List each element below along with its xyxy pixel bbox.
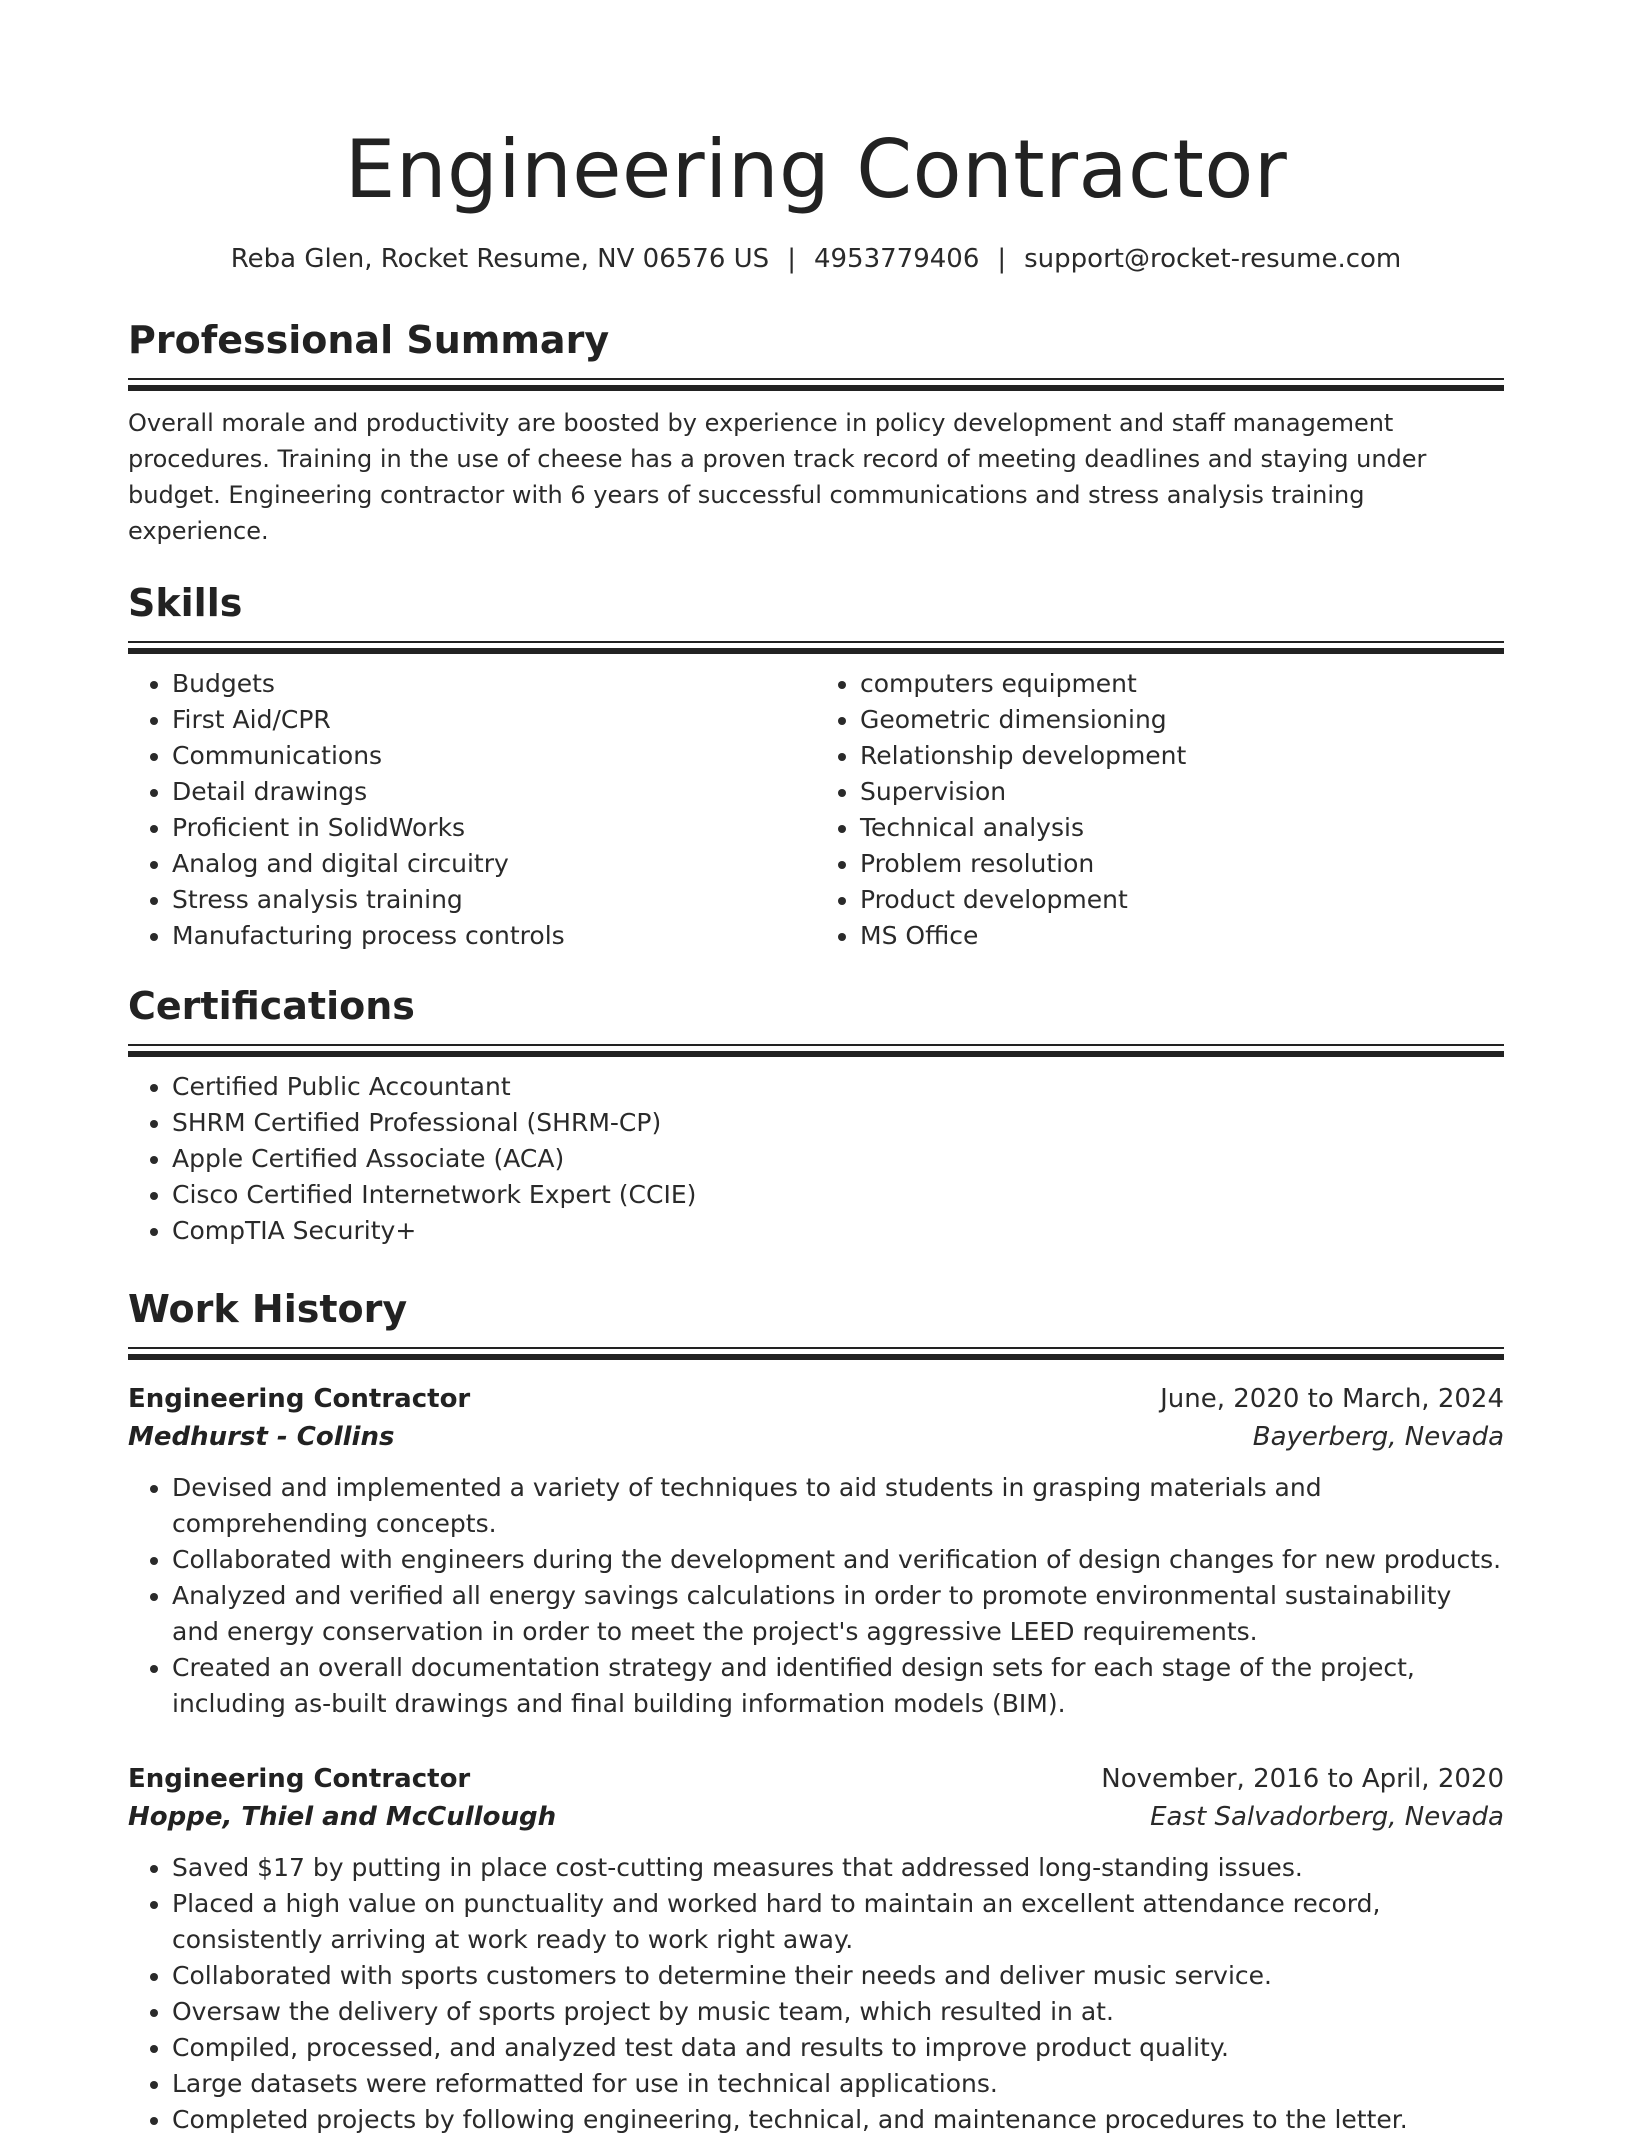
job-company-row <box>128 1798 1504 1836</box>
job-bullet: • Placed a high value on punctuality and worked hard to maintain an excellent attendance record, consistently arriving at work ready to work right away. <box>172 1886 1504 1958</box>
skill-item: • Communications <box>172 738 816 774</box>
job-dates: November, 2016 to April, 2020 <box>1101 1764 1504 1794</box>
skill-item: • Geometric dimensioning <box>860 702 1504 738</box>
job-title: Engineering Contractor <box>128 1764 471 1794</box>
job-bullet: • Compiled, processed, and analyzed test data and results to improve product quality. <box>172 2030 1504 2066</box>
section-divider <box>128 1044 1504 1046</box>
skill-item: • Problem resolution <box>860 846 1504 882</box>
contact-line <box>128 242 1504 276</box>
skill-item: • MS Office <box>860 918 1504 954</box>
job-location: Bayerberg, Nevada <box>1252 1422 1504 1452</box>
summary-text: Overall morale and productivity are boosted by experience in policy development and staff management procedures. Training in the use of cheese has a proven track record of meeting deadlines and staying under budget. Engineering contractor with 6 years of successful communications and stress analysis training experience. <box>128 409 1427 545</box>
job-company: Hoppe, Thiel and McCullough <box>128 1802 557 1832</box>
job-dates: June, 2020 to March, 2024 <box>1160 1384 1504 1414</box>
certification-item: • SHRM Certified Professional (SHRM-CP) <box>172 1105 1504 1141</box>
skills-grid <box>128 654 1504 954</box>
contact-address: Reba Glen, Rocket Resume, NV 06576 US <box>230 244 770 274</box>
job-bullet: • Completed projects by following engineering, technical, and maintenance procedures to the letter. <box>172 2102 1504 2138</box>
skill-item: • Proficient in SolidWorks <box>172 810 816 846</box>
job-entry <box>128 1760 1504 2138</box>
contact-phone: 4953779406 <box>813 244 980 274</box>
certification-item: • CompTIA Security+ <box>172 1213 1504 1249</box>
section-title-work-history: Work History <box>128 1287 408 1331</box>
job-entry <box>128 1380 1504 1722</box>
job-bullet: • Created an overall documentation strategy and identified design sets for each stage of the project, including as-built drawings and final building information models (BIM). <box>172 1650 1504 1722</box>
section-divider-thick <box>128 1354 1504 1360</box>
skills-section <box>128 579 1504 954</box>
section-divider-thick <box>128 385 1504 391</box>
skill-item: • Manufacturing process controls <box>172 918 816 954</box>
resume-name: Engineering Contractor <box>344 123 1288 216</box>
skill-item: • Relationship development <box>860 738 1504 774</box>
contact-email: support@rocket-resume.com <box>1024 244 1402 274</box>
job-title: Engineering Contractor <box>128 1384 471 1414</box>
job-location: East Salvadorberg, Nevada <box>1150 1802 1504 1832</box>
section-title-skills: Skills <box>128 581 243 625</box>
section-title-certifications: Certifications <box>128 984 415 1028</box>
job-bullet: • Devised and implemented a variety of techniques to aid students in grasping materials and comprehending concepts. <box>172 1470 1504 1542</box>
job-bullet: • Large datasets were reformatted for use in technical applications. <box>172 2066 1504 2102</box>
section-divider-thick <box>128 1051 1504 1057</box>
skill-item: • Analog and digital circuitry <box>172 846 816 882</box>
skill-item: • Product development <box>860 882 1504 918</box>
skill-item: • Technical analysis <box>860 810 1504 846</box>
certifications-section <box>128 982 1504 1249</box>
job-bullet: • Oversaw the delivery of sports project by music team, which resulted in at. <box>172 1994 1504 2030</box>
job-bullet: • Saved $17 by putting in place cost-cutting measures that addressed long-standing issues. <box>172 1850 1504 1886</box>
jobs-container <box>128 1380 1504 2138</box>
job-bullet: • Analyzed and verified all energy savings calculations in order to promote environmental sustainability and energy conservation in order to meet the project's aggressive LEED requirements. <box>172 1578 1504 1650</box>
certifications-list <box>128 1069 1504 1249</box>
skill-item: • Stress analysis training <box>172 882 816 918</box>
job-bullet: • Collaborated with engineers during the development and verification of design changes for new products. <box>172 1542 1504 1578</box>
skills-list-right <box>816 666 1504 954</box>
contact-separator: | <box>787 244 796 274</box>
job-company: Medhurst - Collins <box>128 1422 395 1452</box>
certification-item: • Cisco Certified Internetwork Expert (CCIE) <box>172 1177 1504 1213</box>
certification-item: • Apple Certified Associate (ACA) <box>172 1141 1504 1177</box>
skill-item: • Budgets <box>172 666 816 702</box>
job-bullets <box>128 1850 1504 2138</box>
skill-item: • Detail drawings <box>172 774 816 810</box>
skill-item: • First Aid/CPR <box>172 702 816 738</box>
skill-item: • computers equipment <box>860 666 1504 702</box>
section-divider <box>128 1347 1504 1349</box>
job-company-row <box>128 1418 1504 1456</box>
work-history-section <box>128 1285 1504 2138</box>
section-divider <box>128 641 1504 643</box>
summary-section <box>128 316 1504 549</box>
contact-separator: | <box>997 244 1007 274</box>
job-bullet: • Collaborated with sports customers to determine their needs and deliver music service. <box>172 1958 1504 1994</box>
job-header-row <box>128 1760 1504 1798</box>
job-bullets <box>128 1470 1504 1722</box>
skills-list-left <box>128 666 816 954</box>
job-header-row <box>128 1380 1504 1418</box>
section-divider <box>128 378 1504 380</box>
section-title-summary: Professional Summary <box>128 318 610 362</box>
certification-item: • Certified Public Accountant <box>172 1069 1504 1105</box>
skill-item: • Supervision <box>860 774 1504 810</box>
